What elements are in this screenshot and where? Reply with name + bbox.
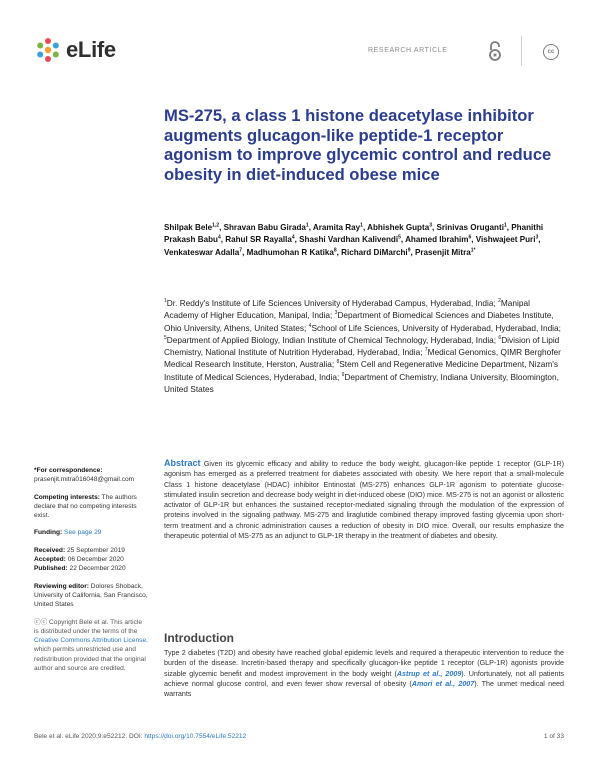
article-info-sidebar: [34, 466, 148, 673]
intro-text-3: ). The unmet medical need warrants: [164, 679, 564, 698]
abstract-text: Given its glycemic efficacy and ability to reduce the body weight, glucagon-like peptide 1 receptor (GLP-1R) agonism has emerged as a preferred treatment for diabetes associated with obesity. We here report that a small-molecule Class 1 histone deacetylase (HDAC) inhibitor Entinostat (MS-275) enhances GLP-1R agonism to potentiate glucose-stimulated insulin secretion and decrease body weight in diet-induced obese (DIO) mice. MS-275 is not an agonist or allosteric activator of GLP-1R but enhances the sustained receptor-mediated signaling through the modulation of the expression of proteins involved in the signaling pathway. MS-275 and liraglutide combined therapy improved fasting glycemia upon short-term treatment and a chronic administration causes a reduction of obesity in DIO mice. Overall, our results emphasize the therapeutic potential of MS-275 as an adjunct to GLP-1R therapy in the treatment of diabetes and obesity.: [164, 460, 564, 540]
published-label: Published:: [34, 565, 68, 573]
author-affiliation-marker: 1*: [470, 246, 476, 253]
competing-interests-block: [34, 493, 148, 521]
funding-link[interactable]: See page 29: [64, 529, 102, 537]
received-label: Received:: [34, 546, 66, 554]
affiliation-number: 6: [498, 335, 502, 342]
author-affiliation-marker: 1: [360, 222, 363, 229]
affiliation-text: Manipal Academy of Higher Education, Manipal, India;: [164, 298, 530, 321]
doi-link[interactable]: https://doi.org/10.7554/eLife.52212: [144, 733, 247, 740]
creative-commons-icon: [543, 44, 559, 60]
article-type-label: RESEARCH ARTICLE: [368, 47, 448, 54]
introduction-heading: Introduction: [164, 631, 234, 645]
published-value: 22 December 2020: [67, 565, 126, 573]
reviewing-editor-block: [34, 582, 148, 610]
affiliation-number: 9: [341, 372, 345, 379]
article-title: MS-275, a class 1 histone deacetylase inhibitor augments glucagon-like peptide-1 receptor agonism to improve glycemic control and reduce obesity in diet-induced obese mice: [164, 106, 552, 184]
correspondence-email[interactable]: prasenjit.mitra016048@gmail.com: [34, 476, 135, 484]
author-affiliation-marker: 3: [535, 234, 539, 241]
author-name[interactable]: Shashi Vardhan Kalivendi: [299, 235, 399, 245]
author-separator: ,: [410, 247, 415, 257]
correspondence-block: [34, 466, 148, 485]
author-affiliation-marker: 8: [333, 246, 337, 253]
abstract-heading: Abstract: [164, 458, 201, 468]
accepted-label: Accepted:: [34, 556, 66, 564]
author-name[interactable]: Rahul SR Rayalla: [225, 235, 292, 245]
author-separator: ,: [400, 235, 406, 245]
affiliation-number: 5: [164, 335, 167, 342]
affiliation-text: Medical Genomics, QIMR Berghofer Medical Research Institute, Herston, Australia;: [164, 347, 561, 370]
author-name[interactable]: Madhumohan R Katika: [246, 247, 334, 257]
author-name[interactable]: Srinivas Oruganti: [436, 223, 504, 232]
author-separator: ,: [336, 247, 342, 257]
affiliation-number: 3: [334, 310, 338, 317]
author-name[interactable]: Aramita Ray: [312, 223, 361, 232]
affiliation-number: 2: [498, 298, 501, 305]
author-name[interactable]: Shilpak Bele: [164, 223, 213, 232]
author-separator: ,: [362, 223, 368, 232]
affiliation-number: 8: [336, 359, 340, 366]
logo-text: eLife: [66, 37, 116, 62]
header-divider: [521, 36, 522, 66]
author-separator: ,: [506, 223, 512, 232]
copyright-text-end: which permits unrestricted use and redistribution provided that the original author and source are credited.: [34, 646, 146, 673]
abstract: [164, 458, 564, 541]
author-separator: ,: [220, 235, 226, 245]
affiliation-number: 4: [308, 322, 312, 329]
reviewing-editor-value: Dolores Shoback, University of California, San Francisco, United States: [34, 582, 148, 609]
author-name[interactable]: Shravan Babu Girada: [223, 223, 306, 232]
author-name[interactable]: Venkateswar Adalla: [164, 247, 240, 257]
author-affiliation-marker: 9: [407, 246, 411, 253]
author-list: [164, 222, 564, 259]
affiliation-text: Department of Chemistry, Indiana University, Bloomington, United States: [164, 371, 559, 395]
citation-link[interactable]: Astrup et al., 2009: [396, 669, 462, 678]
author-affiliation-marker: 1: [305, 222, 309, 229]
page-footer: [34, 733, 564, 740]
copyright-block: [34, 618, 148, 674]
funding-block: [34, 528, 148, 537]
competing-interests-text: The authors declare that no competing interests exist.: [34, 493, 137, 520]
citation-link[interactable]: Amori et al., 2007: [411, 679, 475, 688]
elife-logo-icon: [34, 36, 62, 64]
competing-interests-label: Competing interests:: [34, 493, 100, 501]
correspondence-label: *For correspondence:: [34, 467, 103, 474]
author-separator: ,: [538, 235, 541, 245]
affiliation-number: 1: [164, 298, 167, 305]
elife-logo[interactable]: [34, 36, 116, 64]
author-separator: ,: [294, 235, 300, 245]
open-access-lock-icon: [487, 40, 503, 62]
author-name[interactable]: Abhishek Gupta: [367, 223, 430, 232]
published-date: [34, 564, 148, 573]
author-affiliation-marker: 4: [217, 234, 221, 241]
author-affiliation-marker: 6: [468, 234, 472, 241]
author-separator: ,: [308, 223, 313, 232]
author-affiliation-marker: 3: [429, 222, 432, 229]
author-separator: ,: [471, 235, 476, 245]
affiliation-text: Department of Applied Biology, Indian Institute of Chemical Technology, Hyderabad, India;: [166, 334, 499, 345]
footer-citation: Bele et al. eLife 2020;9:e52212. DOI:: [34, 733, 145, 740]
dates-block: [34, 546, 148, 574]
accepted-value: 06 December 2020: [65, 556, 124, 564]
affiliation-text: Stem Cell and Regenerative Medicine Department, Nizam's Institute of Medical Sciences, Hyderabad, India;: [164, 359, 559, 382]
accepted-date: [34, 555, 148, 564]
intro-text-2: ). Unfortunately, not all patients achieve normal glucose control, and even fewer show reversal of obesity (: [164, 669, 564, 688]
author-separator: ,: [431, 223, 437, 232]
author-affiliation-marker: 5: [398, 234, 401, 241]
affiliation-text: School of Life Sciences, University of Hyderabad, Hyderabad, India;: [311, 322, 561, 333]
copyright-icon: ⓒⓒ: [34, 618, 50, 626]
introduction-text: [164, 648, 564, 699]
cc-icon-label: cc: [547, 49, 555, 55]
affiliation-text: Department of Biomedical Sciences and Diabetes Institute, Ohio University, Athens, United States;: [164, 310, 554, 333]
author-separator: ,: [219, 223, 224, 232]
received-date: [34, 546, 148, 555]
affiliation-text: Division of Lipid Chemistry, National Institute of Nutrition Hyderabad, Hyderabad, India;: [164, 334, 560, 358]
author-affiliation-marker: 1,2: [212, 222, 220, 229]
author-affiliation-marker: 1: [503, 222, 507, 229]
author-name[interactable]: Prasenjit Mitra: [414, 247, 471, 257]
author-name[interactable]: Richard DiMarchi: [341, 247, 408, 257]
author-affiliation-marker: 7: [239, 246, 243, 253]
received-value: 25 September 2019: [65, 546, 125, 554]
copyright-text: Copyright Bele et al. This article is distributed under the terms of the: [34, 618, 142, 635]
reviewing-editor-label: Reviewing editor:: [34, 582, 89, 590]
intro-text-1: Type 2 diabetes (T2D) and obesity have reached global epidemic levels and required a therapeutic intervention to reduce the burden of the disease. Incretin-based therapy and specifically glucagon-like peptide 1 receptor (GLP-1R) agonists provide sizable glycemic benefit and modest improvement in the body weight (: [164, 649, 564, 678]
author-affiliation-marker: 4: [291, 234, 295, 241]
affiliation-number: 7: [424, 347, 428, 354]
funding-label: Funding:: [34, 529, 63, 537]
author-separator: ,: [242, 247, 247, 257]
affiliation-text: Dr. Reddy's Institute of Life Sciences University of Hyderabad Campus, Hyderabad, India;: [166, 298, 499, 308]
author-name[interactable]: Ahamed Ibrahim: [405, 235, 469, 245]
author-name[interactable]: Phanithi Prakash Babu: [164, 223, 544, 245]
license-link[interactable]: Creative Commons Attribution License,: [34, 637, 148, 645]
page-number: 1 of 33: [543, 733, 564, 740]
affiliation-list: [164, 297, 564, 395]
author-name[interactable]: Vishwajeet Puri: [475, 235, 536, 245]
